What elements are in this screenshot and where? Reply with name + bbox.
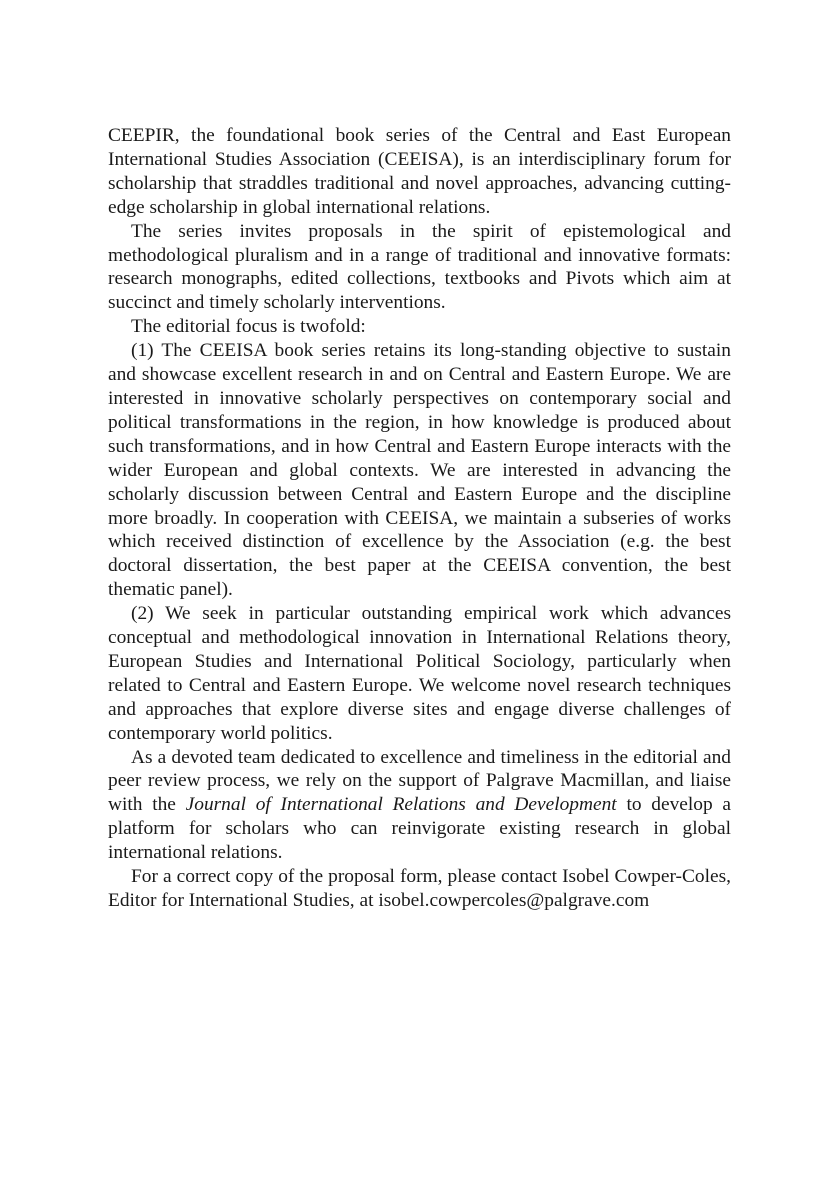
series-proposals-paragraph: The series invites proposals in the spirit of epistemological and methodological pluralism and in a range of traditional and innovative formats: research monographs, edited collections, textbooks and Pivots which aim at succinct and timely scholarly interventions.: [108, 220, 731, 314]
focus-point-two-paragraph: (2) We seek in particular outstanding empirical work which advances conceptual and methodological innovation in International Relations theory, European Studies and International Political Sociology, particularly when related to Central and Eastern Europe. We welcome novel research techniques and approaches that explore diverse sites and engage diverse challenges of contemporary world politics.: [108, 603, 731, 744]
team-support-text-end: to develop a platform for scholars who can reinvigorate existing research in global international relations.: [108, 794, 731, 864]
editorial-focus-paragraph: The editorial focus is twofold:: [131, 316, 366, 338]
journal-title: Journal of International Relations and Development: [185, 794, 617, 816]
team-support-paragraph: [108, 746, 731, 866]
focus-point-one-paragraph: (1) The CEEISA book series retains its long-standing objective to sustain and showcase excellent research in and on Central and Eastern Europe. We are interested in innovative scholarly perspectives on contemporary social and political transformations in the region, in how knowledge is produced about such transformations, and in how Central and Eastern Europe interacts with the wider European and global contexts. We are interested in advancing the scholarly discussion between Central and Eastern Europe and the discipline more broadly. In cooperation with CEEISA, we maintain a subseries of works which received distinction of excellence by the Association (e.g. the best doctoral dissertation, the best paper at the CEEISA convention, the best thematic panel).: [108, 340, 731, 601]
contact-paragraph: For a correct copy of the proposal form, please contact Isobel Cowper-Coles, Editor for International Studies, at isobel.cowpercoles@palgrave.com: [108, 866, 731, 911]
series-description: [108, 124, 731, 913]
intro-paragraph: CEEPIR, the foundational book series of the Central and East European International Studies Association (CEEISA), is an interdisciplinary forum for scholarship that straddles traditional and novel approaches, advancing cutting-edge scholarship in global international relations.: [108, 125, 731, 218]
team-support-text-start: As a devoted team dedicated to excellence and timeliness in the editorial and peer review process, we rely on the support of Palgrave Macmillan, and liaise with the: [108, 746, 731, 816]
